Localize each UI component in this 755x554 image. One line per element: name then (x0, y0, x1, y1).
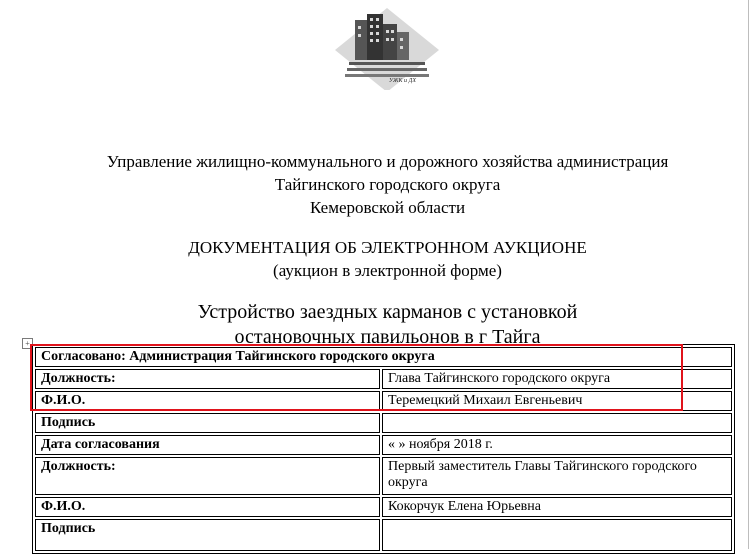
row-value: Теремецкий Михаил Евгеньевич (382, 391, 732, 411)
row-label: Ф.И.О. (35, 497, 380, 517)
table-row (35, 435, 732, 455)
approval-table (32, 344, 735, 554)
table-row (35, 413, 732, 433)
title-line-2: остановочных павильонов в г Тайга (234, 326, 541, 344)
org-line-1: Управление жилищно-коммунального и дорожного хозяйства администрация (106, 152, 669, 171)
org-line-2: Тайгинского городского округа (274, 175, 501, 194)
row-label: Должность: (35, 457, 380, 495)
row-value: Первый заместитель Главы Тайгинского городского округа (382, 457, 732, 495)
table-row (35, 457, 732, 495)
table-row (35, 391, 732, 411)
row-label: Подпись (35, 519, 380, 551)
organization-block (20, 150, 755, 219)
table-row (35, 369, 732, 389)
table-row (35, 519, 732, 551)
row-value: Кокорчук Елена Юрьевна (382, 497, 732, 517)
building-logo (333, 6, 441, 90)
table-row (35, 347, 732, 367)
row-label: Подпись (35, 413, 380, 433)
title-line-1: Устройство заездных карманов с установкой (197, 301, 578, 323)
row-label: Должность: (35, 369, 380, 389)
approval-table-wrapper (32, 344, 735, 554)
document-title (20, 300, 755, 344)
agreed-header: Согласовано: Администрация Тайгинского городского округа (35, 347, 732, 367)
row-value (382, 413, 732, 433)
document-type-block (20, 236, 755, 282)
row-value: Глава Тайгинского городского округа (382, 369, 732, 389)
title-clip (0, 300, 755, 344)
table-move-handle-icon[interactable]: + (22, 338, 33, 349)
doc-type-line-1: ДОКУМЕНТАЦИЯ ОБ ЭЛЕКТРОННОМ АУКЦИОНЕ (188, 238, 587, 257)
logo-caption: УЖК и ДХ (389, 78, 416, 84)
row-value: « » ноября 2018 г. (382, 435, 732, 455)
table-row (35, 497, 732, 517)
row-label: Дата согласования (35, 435, 380, 455)
row-value (382, 519, 732, 551)
doc-type-line-2: (аукцион в электронной форме) (273, 261, 502, 280)
org-line-3: Кемеровской области (309, 198, 466, 217)
row-label: Ф.И.О. (35, 391, 380, 411)
